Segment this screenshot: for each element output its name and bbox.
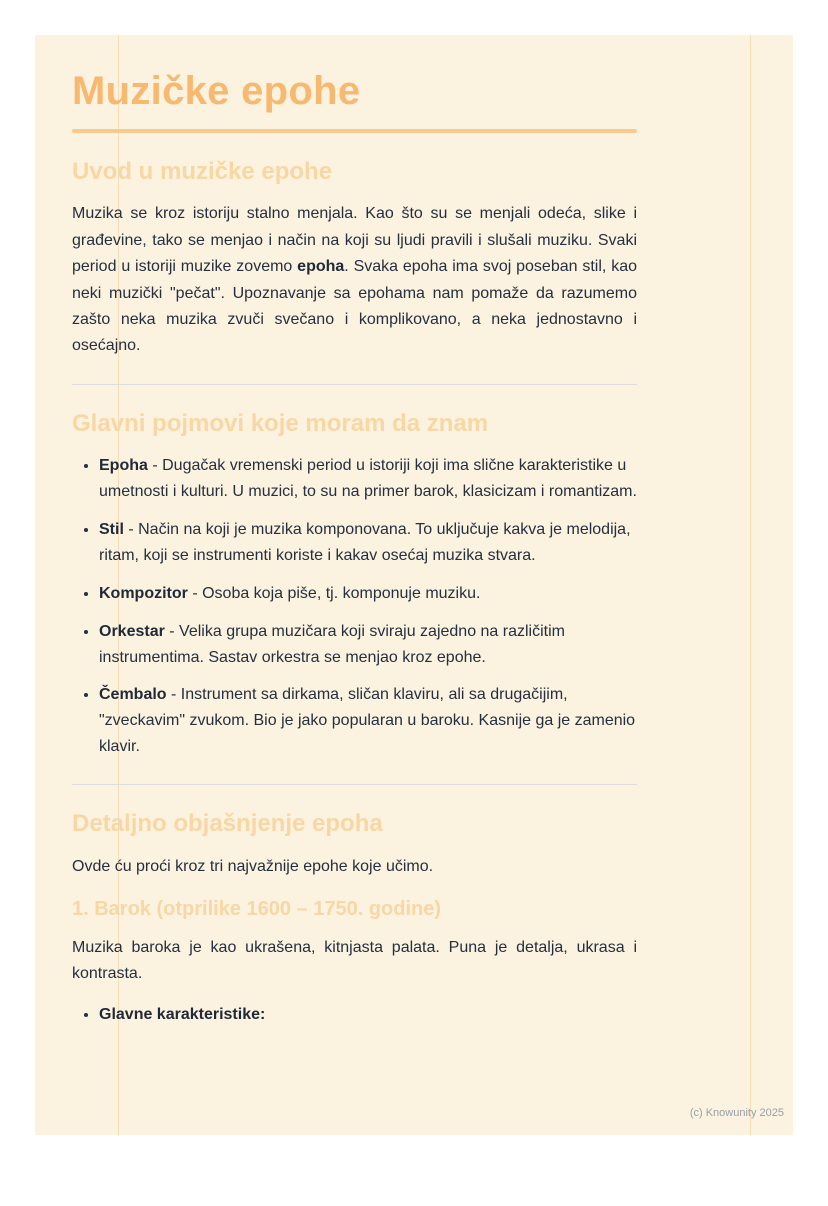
document-content [35,35,793,1028]
section-heading-intro: Uvod u muzičke epohe [72,158,333,185]
term-name: Kompozitor [99,584,188,602]
term-name: Čembalo [99,686,167,704]
term-desc: - Instrument sa dirkama, sličan klaviru, ali sa drugačijim, "zveckavim" zvukom. Bio je jako popularan u baroku. Kasnije ga je zamenio klavir. [99,686,636,756]
intro-paragraph [72,201,637,359]
section-heading-detail: Detaljno objašnjenje epoha [72,810,383,838]
barok-paragraph: Muzika baroka je kao ukrašena, kitnjasta palata. Puna je detalja, ukrasa i kontrasta. [72,938,637,983]
term-name: Stil [99,520,124,538]
term-desc: - Način na koji je muzika komponovana. To uključuje kakva je melodija, ritam, koji se instrumenti koriste i kakav osećaj muzika stvara. [99,520,631,564]
term-name: Epoha [99,457,148,475]
intro-paragraph-before: Muzika se kroz istoriju stalno menjala. Kao što su se menjali odeća, slike i građevine, tako se menjao i način na koji su ljudi pravili i slušali muziku. Svaki period u istoriji muzike zovemo [72,205,637,276]
term-list-item [99,581,637,607]
term-desc: - Dugačak vremenski period u istoriji koji ima slične karakteristike u umetnosti i kulturi. U muzici, to su na primer barok, klasicizam i romantizam. [99,457,637,501]
term-desc: - Osoba koja piše, tj. komponuje muziku. [187,584,481,602]
detail-intro-paragraph: Ovde ću proći kroz tri najvažnije epohe koje učimo. [72,857,434,875]
barok-list-item [99,1002,637,1028]
term-list-item [99,682,637,760]
term-name: Orkestar [99,622,165,640]
copyright-note: (c) Knowunity 2025 [689,1107,784,1119]
intro-paragraph-after: . Svaka epoha ima svoj poseban stil, kao neki muzički "pečat". Upoznavanje sa epohama nam pomaže da razumemo zašto neka muzika zvuči svečano i komplikovano, a neka jednostavno i osećajno. [72,258,637,355]
page-title: Muzičke epohe [72,69,361,113]
term-list [72,453,637,760]
section-divider [72,384,637,385]
term-list-item [99,453,637,505]
barok-bullet-label: Glavne karakteristike: [99,1005,266,1023]
intro-paragraph-bold-term: epoha [297,258,345,276]
barok-list [72,1002,637,1028]
term-list-item [99,619,637,671]
document-page [35,35,793,1135]
term-list-item [99,517,637,569]
term-desc: - Velika grupa muzičara koji sviraju zajedno na različitim instrumentima. Sastav orkestra se menjao kroz epohe. [99,622,565,666]
section-heading-terms: Glavni pojmovi koje moram da znam [72,409,489,437]
sub-heading-barok: 1. Barok (otprilike 1600 – 1750. godine) [72,897,442,920]
title-rule [72,129,637,133]
section-divider [72,784,637,785]
